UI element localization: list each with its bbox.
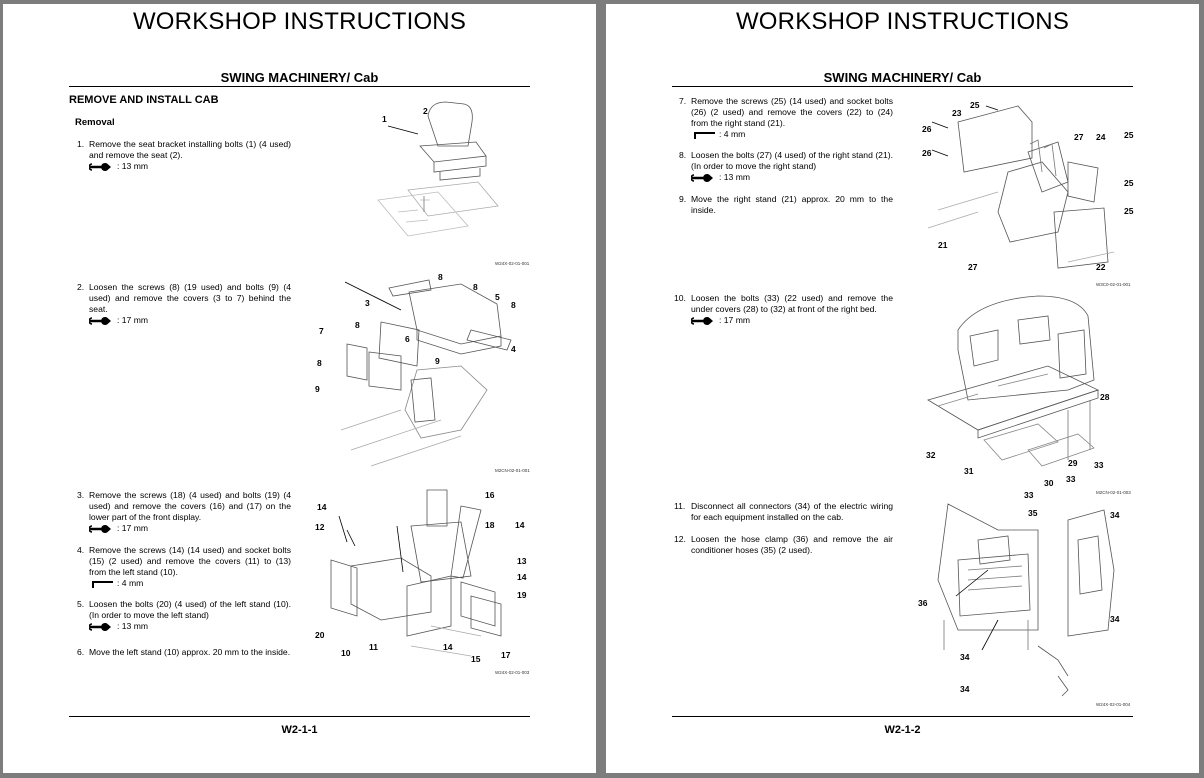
tool-spec: : 17 mm	[89, 315, 291, 326]
step-6: 6. Move the left stand (10) approx. 20 mm to the inside.	[77, 647, 291, 657]
step-text: Loosen the bolts (27) (4 used) of the right stand (21). (In order to move the right stand)	[691, 150, 893, 171]
page-title: WORKSHOP INSTRUCTIONS	[132, 8, 467, 35]
callout-25: 25	[1124, 206, 1134, 216]
connectors-illustration	[918, 500, 1128, 700]
step-12: 12. Loosen the hose clamp (36) and remove the air conditioner hoses (35) (2 used).	[674, 534, 893, 555]
figure-code: W24X-02-01-003	[495, 670, 530, 675]
bottom-rule	[672, 716, 1133, 717]
callout-34: 34	[960, 652, 970, 662]
callout-14: 14	[517, 572, 527, 582]
section-title: SWING MACHINERY/ Cab	[823, 70, 982, 85]
step-text: Move the right stand (21) approx. 20 mm to the inside.	[691, 194, 893, 215]
figure-code: W24X-02-01-001	[495, 261, 530, 266]
step-5: 5. Loosen the bolts (20) (4 used) of the left stand (10). (In order to move the left stand) : 13 mm	[77, 599, 291, 631]
callout-22: 22	[1096, 262, 1106, 272]
tool-spec: : 17 mm	[691, 315, 893, 326]
callout-26: 26	[922, 124, 932, 134]
figure-connectors	[918, 500, 1128, 700]
step-text: Remove the screws (25) (14 used) and socket bolts (26) (2 used) and remove the covers (22) to (24) from the right stand (21).	[691, 96, 893, 128]
figure-right-stand	[918, 92, 1138, 278]
callout-21: 21	[938, 240, 948, 250]
wrench-icon	[89, 163, 115, 171]
callout-16: 16	[485, 490, 495, 500]
callout-1: 1	[382, 114, 387, 124]
step-9: 9. Move the right stand (21) approx. 20 mm to the inside.	[679, 194, 893, 215]
callout-8: 8	[473, 282, 478, 292]
callout-9: 9	[315, 384, 320, 394]
page-right	[606, 4, 1199, 773]
step-11: 11. Disconnect all connectors (34) of the electric wiring for each equipment installed on the cab.	[674, 501, 893, 522]
callout-5: 5	[495, 292, 500, 302]
callout-18: 18	[485, 520, 495, 530]
callout-34: 34	[1110, 614, 1120, 624]
page-number: W2-1-1	[281, 724, 318, 736]
callout-8: 8	[438, 272, 443, 282]
seat-illustration	[368, 96, 528, 256]
callout-27: 27	[1074, 132, 1084, 142]
figure-code: W24X-02-01-004	[1096, 702, 1131, 707]
figure-seat	[368, 96, 528, 256]
callout-34: 34	[960, 684, 970, 694]
step-text: Disconnect all connectors (34) of the electric wiring for each equipment installed on the cab.	[691, 501, 893, 522]
step-3: 3. Remove the screws (18) (4 used) and bolts (19) (4 used) and remove the covers (16) and (17) on the lower part of the front display. : 17 mm	[77, 490, 291, 533]
step-8: 8. Loosen the bolts (27) (4 used) of the right stand (21). (In order to move the right stand) : 13 mm	[679, 150, 893, 182]
tool-spec: : 13 mm	[89, 161, 291, 172]
callout-14: 14	[443, 642, 453, 652]
figure-left-stand	[311, 486, 531, 670]
callout-6: 6	[405, 334, 410, 344]
left-stand-illustration	[311, 486, 531, 670]
callout-25: 25	[970, 100, 980, 110]
callout-20: 20	[315, 630, 325, 640]
callout-29: 29	[1068, 458, 1078, 468]
callout-24: 24	[1096, 132, 1106, 142]
figure-rear-covers	[311, 270, 531, 470]
right-stand-illustration	[918, 92, 1138, 278]
callout-13: 13	[517, 556, 527, 566]
callout-31: 31	[964, 466, 974, 476]
callout-10: 10	[341, 648, 351, 658]
callout-8: 8	[355, 320, 360, 330]
callout-15: 15	[471, 654, 481, 664]
hex-key-icon	[691, 131, 717, 139]
step-text: Remove the screws (18) (4 used) and bolts (19) (4 used) and remove the covers (16) and (17) on the lower part of the front display.	[89, 490, 291, 522]
callout-23: 23	[952, 108, 962, 118]
callout-32: 32	[926, 450, 936, 460]
callout-36: 36	[918, 598, 928, 608]
callout-33: 33	[1066, 474, 1076, 484]
page-title: WORKSHOP INSTRUCTIONS	[735, 8, 1070, 35]
wrench-icon	[89, 317, 115, 325]
step-text: Remove the screws (14) (14 used) and socket bolts (15) (2 used) and remove the covers (11) to (13) from the left stand (10).	[89, 545, 291, 577]
step-1: 1. Remove the seat bracket installing bolts (1) (4 used) and remove the seat (2). : 13 mm	[77, 139, 291, 171]
figure-code: M2CN-02-01-001	[495, 468, 530, 473]
section-title: SWING MACHINERY/ Cab	[220, 70, 379, 85]
tool-spec: : 13 mm	[691, 172, 893, 183]
step-text: Loosen the bolts (33) (22 used) and remove the under covers (28) to (32) at front of the right bed.	[691, 293, 893, 314]
hex-key-icon	[89, 580, 115, 588]
callout-30: 30	[1044, 478, 1054, 488]
callout-8: 8	[511, 300, 516, 310]
procedure-heading: REMOVE AND INSTALL CAB	[69, 94, 219, 106]
figure-code: W3C0-02-01-001	[1096, 282, 1131, 287]
tool-spec: : 4 mm	[89, 578, 291, 589]
step-text: Loosen the hose clamp (36) and remove the air conditioner hoses (35) (2 used).	[691, 534, 893, 555]
step-10: 10. Loosen the bolts (33) (22 used) and remove the under covers (28) to (32) at front of the right bed. : 17 mm	[674, 293, 893, 325]
callout-9: 9	[435, 356, 440, 366]
callout-33: 33	[1024, 490, 1034, 498]
step-2: 2. Loosen the screws (8) (19 used) and bolts (9) (4 used) and remove the covers (3 to 7) behind the seat. : 17 mm	[77, 282, 291, 325]
tool-spec: : 17 mm	[89, 523, 291, 534]
callout-14: 14	[515, 520, 525, 530]
callout-25: 25	[1124, 130, 1134, 140]
callout-28: 28	[1100, 392, 1110, 402]
wrench-icon	[89, 623, 115, 631]
callout-35: 35	[1028, 508, 1038, 518]
rear-covers-illustration	[311, 270, 531, 470]
callout-27: 27	[968, 262, 978, 272]
callout-26: 26	[922, 148, 932, 158]
callout-19: 19	[517, 590, 527, 600]
figure-under-covers	[918, 290, 1138, 498]
callout-3: 3	[365, 298, 370, 308]
callout-4: 4	[511, 344, 516, 354]
tool-spec: : 13 mm	[89, 621, 291, 632]
callout-14: 14	[317, 502, 327, 512]
callout-8: 8	[317, 358, 322, 368]
step-text: Remove the seat bracket installing bolts (1) (4 used) and remove the seat (2).	[89, 139, 291, 160]
wrench-icon	[691, 174, 717, 182]
page-number: W2-1-2	[884, 724, 921, 736]
step-text: Loosen the bolts (20) (4 used) of the left stand (10). (In order to move the left stand)	[89, 599, 291, 620]
under-covers-illustration	[918, 290, 1138, 498]
wrench-icon	[691, 317, 717, 325]
step-4: 4. Remove the screws (14) (14 used) and socket bolts (15) (2 used) and remove the covers (11) to (13) from the left stand (10). : 4 mm	[77, 545, 291, 588]
figure-code: M2CN-02-01-003	[1096, 490, 1131, 495]
page-left	[3, 4, 596, 773]
callout-11: 11	[369, 642, 378, 652]
bottom-rule	[69, 716, 530, 717]
callout-2: 2	[423, 106, 428, 116]
step-7: 7. Remove the screws (25) (14 used) and socket bolts (26) (2 used) and remove the covers (22) to (24) from the right stand (21). : 4 mm	[679, 96, 893, 139]
procedure-subheading: Removal	[75, 117, 115, 128]
callout-25: 25	[1124, 178, 1134, 188]
callout-34: 34	[1110, 510, 1120, 520]
callout-33: 33	[1094, 460, 1104, 470]
callout-7: 7	[319, 326, 324, 336]
top-rule	[672, 86, 1133, 87]
step-text: Move the left stand (10) approx. 20 mm to the inside.	[89, 647, 291, 657]
tool-spec: : 4 mm	[691, 129, 893, 140]
top-rule	[69, 86, 530, 87]
step-text: Loosen the screws (8) (19 used) and bolts (9) (4 used) and remove the covers (3 to 7) behind the seat.	[89, 282, 291, 314]
wrench-icon	[89, 525, 115, 533]
callout-12: 12	[315, 522, 325, 532]
callout-17: 17	[501, 650, 511, 660]
